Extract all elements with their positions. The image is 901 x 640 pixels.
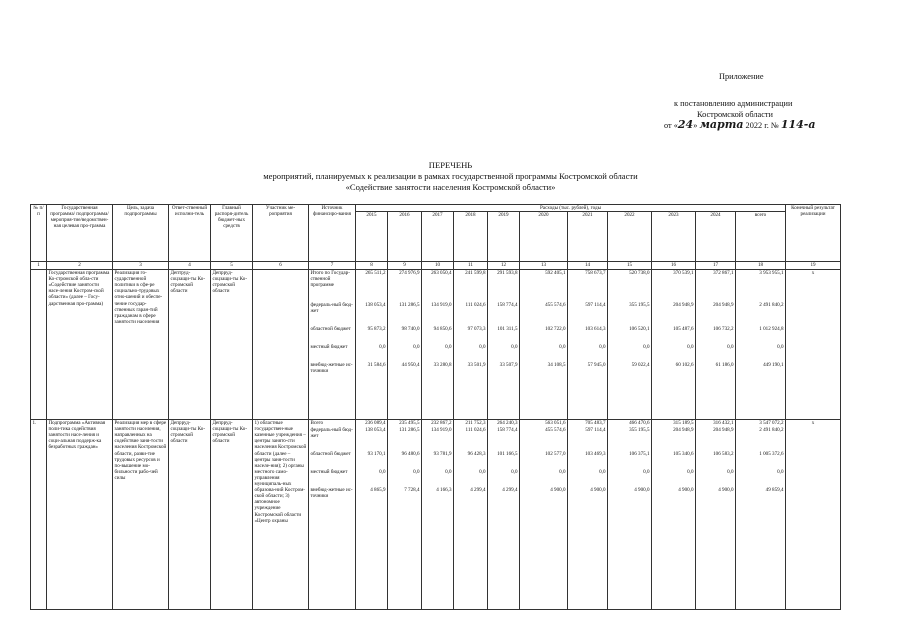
row-values-year [488, 420, 520, 610]
th-executor: Ответ-ственный исполни-тель [169, 205, 211, 262]
value-cell: 0,0 [687, 344, 694, 351]
row-values-year [696, 270, 736, 420]
value-cell: 0,0 [559, 469, 566, 476]
value-cell: 4 900,0 [550, 487, 566, 494]
table-row [31, 270, 841, 420]
th-year: 2024 [696, 212, 736, 262]
col-number: 18 [736, 262, 786, 270]
value-cell: 2 491 840,2 [759, 302, 784, 309]
col-number: 15 [608, 262, 652, 270]
decree-date-line [664, 120, 816, 131]
value-cell: 0,0 [379, 469, 386, 476]
value-cell: 0,0 [777, 469, 784, 476]
value-cell: 34 108,5 [547, 362, 566, 369]
value-cell: 106 520,1 [629, 326, 650, 333]
th-year: 2023 [652, 212, 696, 262]
value-cell: 33 280,8 [433, 362, 452, 369]
col-number: 9 [388, 262, 422, 270]
col-number: 7 [309, 262, 356, 270]
value-cell: 204 948,9 [673, 302, 694, 309]
value-cell: 158 774,4 [497, 427, 518, 434]
th-distributor: Главный распоря-дитель бюджет-ных средств [211, 205, 253, 262]
date-month-handwritten: марта [699, 118, 744, 131]
row-values-year [652, 420, 696, 610]
source-name: Всего [310, 420, 323, 427]
value-cell: 232 867,2 [431, 420, 452, 427]
value-cell: 758 673,7 [585, 270, 606, 277]
value-cell: 355 195,5 [629, 427, 650, 434]
value-cell: 0,0 [643, 469, 650, 476]
column-numbers-row [31, 262, 841, 270]
value-cell: 105 340,6 [673, 451, 694, 458]
th-expenses: Расходы (тыс. рублей), годы [356, 205, 786, 212]
row-num: 1. [31, 420, 47, 610]
value-cell: 274 976,9 [399, 270, 420, 277]
value-cell: 57 945,0 [587, 362, 606, 369]
value-cell: 264 240,3 [497, 420, 518, 427]
value-cell: 265 511,2 [365, 270, 386, 277]
value-cell: 204 948,9 [713, 427, 734, 434]
value-cell: 134 919,0 [431, 302, 452, 309]
row-values-year [608, 270, 652, 420]
row-values-total [736, 270, 786, 420]
col-number: 1 [31, 262, 47, 270]
row-values-year [608, 420, 652, 610]
value-cell: 592 405,1 [545, 270, 566, 277]
th-total: всего [736, 212, 786, 262]
value-cell: 103 469,3 [585, 451, 606, 458]
value-cell: 0,0 [479, 469, 486, 476]
document-subtitle-2: «Содействие занятости населения Костромской области» [345, 182, 556, 192]
row-distributor: Депрруд-соцзащи-ты Ко-стромской области [211, 420, 253, 610]
value-cell: 96 428,3 [467, 451, 486, 458]
col-number: 10 [422, 262, 454, 270]
value-cell: 33 501,9 [467, 362, 486, 369]
value-cell: 4 900,0 [634, 487, 650, 494]
value-cell: 49 859,4 [765, 487, 784, 494]
table-row [31, 420, 841, 610]
row-values-year [568, 420, 608, 610]
row-sources [309, 270, 356, 420]
appendix-label: Приложение [719, 72, 764, 81]
value-cell: 0,0 [379, 344, 386, 351]
value-cell: 455 574,6 [545, 427, 566, 434]
value-cell: 0,0 [599, 344, 606, 351]
row-values-year [520, 420, 568, 610]
row-values-year [356, 420, 388, 610]
value-cell: 31 584,6 [367, 362, 386, 369]
value-cell: 3 547 072,2 [759, 420, 784, 427]
source-name: внебюд-жетные ис-точники [310, 487, 353, 500]
value-cell: 204 948,9 [713, 302, 734, 309]
value-cell: 0,0 [511, 469, 518, 476]
th-source: Источник финансиро-вания [309, 205, 356, 262]
col-number: 13 [520, 262, 568, 270]
date-prefix: от « [664, 121, 678, 130]
row-goal: Реализация мер в сфере занятости населения, направленных на содействие заня-тости населения Костромской области, разви-тие трудовых ресурсов и по-вышение мо-бильности рабо-чей силы [113, 420, 169, 610]
row-sources [309, 420, 356, 610]
th-num: № п/п [31, 205, 47, 262]
col-number: 14 [568, 262, 608, 270]
decree-line-1: к постановлению администрации [674, 99, 793, 108]
value-cell: 138 053,4 [365, 427, 386, 434]
row-values-year [520, 270, 568, 420]
value-cell: 44 950,4 [401, 362, 420, 369]
value-cell: 705 483,7 [585, 420, 606, 427]
source-name: местный бюджет [310, 469, 348, 476]
col-number: 3 [113, 262, 169, 270]
value-cell: 241 599,8 [465, 270, 486, 277]
row-values-year [388, 270, 422, 420]
value-cell: 7 728,4 [404, 487, 420, 494]
source-name: областной бюджет [310, 326, 351, 333]
th-year: 2016 [388, 212, 422, 262]
value-cell: 4 900,0 [590, 487, 606, 494]
date-suffix: 2022 г. № [743, 121, 781, 130]
row-executor: Дептруд-соцзащи-ты Ко-стромской области [169, 270, 211, 420]
value-cell: 93 170,1 [367, 451, 386, 458]
value-cell: 291 593,8 [497, 270, 518, 277]
th-program: Государственная программа/ подпрограмма/ мероприя-тие/ведомствен-ная целевая про-грамма [47, 205, 113, 262]
value-cell: 105 487,6 [673, 326, 694, 333]
value-cell: 1 005 372,6 [759, 451, 784, 458]
value-cell: 59 022,4 [631, 362, 650, 369]
value-cell: 597 114,4 [585, 302, 606, 309]
decree-line-2: Костромской области [697, 110, 773, 119]
row-program: Подпрограмма «Активная поли-тика содействия занятости насе-ления и соци-альная поддерж-ка безработных граждан» [47, 420, 113, 610]
th-year: 2022 [608, 212, 652, 262]
th-result: Конечный результат реализации [786, 205, 841, 262]
value-cell: 93 781,9 [433, 451, 452, 458]
source-name: внебюд-жетные ис-точники [310, 362, 353, 375]
row-values-year [388, 420, 422, 610]
value-cell: 94 850,6 [433, 326, 452, 333]
value-cell: 455 574,6 [545, 302, 566, 309]
col-number: 2 [47, 262, 113, 270]
value-cell: 0,0 [511, 344, 518, 351]
value-cell: 101 166,5 [497, 451, 518, 458]
row-values-year [454, 420, 488, 610]
value-cell: 102 577,0 [545, 451, 566, 458]
value-cell: 95 873,2 [367, 326, 386, 333]
row-values-year [696, 420, 736, 610]
measures-table [30, 204, 841, 610]
row-participant: 1) областные государствен-ные казенные учреждения – центры занято-сти населения Костромской области (далее – центры заня-тости населе-ния); 2) органы местного само-управления муниципаль-ных образова-ний Костром-ской области; 3) автономное учреждение Костромской области «Центр охраны [253, 420, 309, 610]
value-cell: 0,0 [445, 344, 452, 351]
value-cell: 106 375,1 [629, 451, 650, 458]
value-cell: 33 507,9 [499, 362, 518, 369]
value-cell: 158 774,4 [497, 302, 518, 309]
col-number: 6 [253, 262, 309, 270]
col-number: 17 [696, 262, 736, 270]
row-values-year [422, 270, 454, 420]
value-cell: 61 186,0 [715, 362, 734, 369]
value-cell: 520 738,0 [629, 270, 650, 277]
source-name: местный бюджет [310, 344, 348, 351]
row-values-year [652, 270, 696, 420]
value-cell: 0,0 [687, 469, 694, 476]
value-cell: 106 732,2 [713, 326, 734, 333]
value-cell: 235 495,5 [399, 420, 420, 427]
th-goal: Цель, задача подпрограммы [113, 205, 169, 262]
value-cell: 0,0 [643, 344, 650, 351]
value-cell: 4 900,0 [718, 487, 734, 494]
th-participant: Участник ме-роприятия [253, 205, 309, 262]
value-cell: 0,0 [777, 344, 784, 351]
row-values-year [422, 420, 454, 610]
value-cell: 0,0 [559, 344, 566, 351]
value-cell: 597 114,4 [585, 427, 606, 434]
th-year: 2020 [520, 212, 568, 262]
value-cell: 0,0 [413, 469, 420, 476]
th-year: 2015 [356, 212, 388, 262]
row-values-year [356, 270, 388, 420]
value-cell: 131 286,5 [399, 302, 420, 309]
value-cell: 263 050,4 [431, 270, 452, 277]
th-year: 2021 [568, 212, 608, 262]
value-cell: 449 190,1 [763, 362, 784, 369]
row-result: х [786, 270, 841, 420]
th-year: 2019 [488, 212, 520, 262]
header-row-1 [31, 205, 841, 212]
value-cell: 211 752,3 [465, 420, 486, 427]
value-cell: 4 865,9 [370, 487, 386, 494]
value-cell: 0,0 [445, 469, 452, 476]
date-mid: » [693, 121, 700, 130]
value-cell: 355 195,5 [629, 302, 650, 309]
value-cell: 0,0 [479, 344, 486, 351]
value-cell: 1 012 924,8 [759, 326, 784, 333]
row-values-year [488, 270, 520, 420]
row-program: Государственная программа Ко-стромской обла-сти «Содействие занятости насе-ления Костром-ской области» (далее – Госу-дарственная про-грамма) [47, 270, 113, 420]
row-values-year [568, 270, 608, 420]
document-subtitle-1: мероприятий, планируемых к реализации в рамках государственной программы Костромской области [263, 171, 638, 181]
value-cell: 0,0 [599, 469, 606, 476]
row-num [31, 270, 47, 420]
col-number: 19 [786, 262, 841, 270]
row-result: х [786, 420, 841, 610]
value-cell: 2 491 840,2 [759, 427, 784, 434]
value-cell: 138 053,4 [365, 302, 386, 309]
value-cell: 101 311,5 [497, 326, 518, 333]
decree-number-handwritten: 114-а [780, 118, 816, 131]
row-values-total [736, 420, 786, 610]
value-cell: 134 919,0 [431, 427, 452, 434]
source-name: федераль-ный бюд-жет [310, 427, 353, 440]
col-number: 11 [454, 262, 488, 270]
row-executor: Депрруд-соцзащи-ты Ко-стромской области [169, 420, 211, 610]
value-cell: 111 024,6 [465, 302, 486, 309]
value-cell: 466 470,6 [629, 420, 650, 427]
value-cell: 236 089,4 [365, 420, 386, 427]
th-year: 2017 [422, 212, 454, 262]
source-name: областной бюджет [310, 451, 351, 458]
value-cell: 60 102,6 [675, 362, 694, 369]
value-cell: 316 432,1 [713, 420, 734, 427]
source-name: Итого по Государ-ственной программе [310, 270, 350, 289]
value-cell: 4 299,4 [470, 487, 486, 494]
value-cell: 0,0 [727, 344, 734, 351]
value-cell: 3 953 955,1 [759, 270, 784, 277]
value-cell: 0,0 [413, 344, 420, 351]
value-cell: 131 286,5 [399, 427, 420, 434]
value-cell: 370 539,1 [673, 270, 694, 277]
value-cell: 96 480,6 [401, 451, 420, 458]
value-cell: 4 900,0 [678, 487, 694, 494]
value-cell: 4 299,4 [502, 487, 518, 494]
col-number: 4 [169, 262, 211, 270]
value-cell: 102 722,0 [545, 326, 566, 333]
source-name: федераль-ный бюд-жет [310, 302, 353, 315]
value-cell: 103 614,3 [585, 326, 606, 333]
row-values-year [454, 270, 488, 420]
value-cell: 111 024,6 [465, 427, 486, 434]
row-participant [253, 270, 309, 420]
value-cell: 0,0 [727, 469, 734, 476]
col-number: 8 [356, 262, 388, 270]
value-cell: 372 867,1 [713, 270, 734, 277]
col-number: 5 [211, 262, 253, 270]
value-cell: 4 166,3 [436, 487, 452, 494]
value-cell: 563 051,6 [545, 420, 566, 427]
row-goal: Реализация го-сударственной политики в сфе-ре социально-трудовых отно-шений и обеспе-чение государ-ственных гаран-тий гражданам в сфере занятости населения [113, 270, 169, 420]
value-cell: 106 583,2 [713, 451, 734, 458]
value-cell: 98 740,0 [401, 326, 420, 333]
document-title: ПЕРЕЧЕНЬ [428, 160, 473, 170]
col-number: 16 [652, 262, 696, 270]
value-cell: 97 073,3 [467, 326, 486, 333]
th-year: 2018 [454, 212, 488, 262]
date-day-handwritten: 24 [677, 118, 694, 131]
row-distributor: Депрруд-соцзащи-ты Ко-стромской области [211, 270, 253, 420]
value-cell: 315 189,5 [673, 420, 694, 427]
value-cell: 204 948,9 [673, 427, 694, 434]
col-number: 12 [488, 262, 520, 270]
